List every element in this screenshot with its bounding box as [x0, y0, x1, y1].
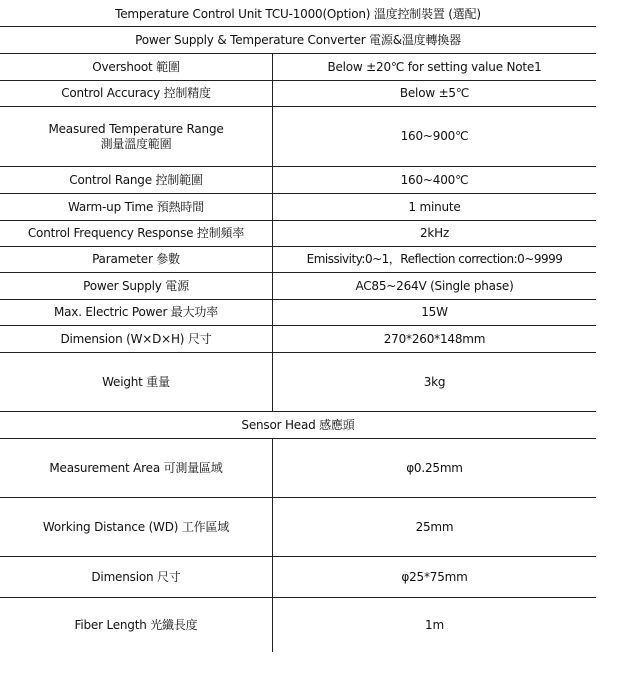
row-value: 3kg [423, 374, 446, 389]
row-label: Control Accuracy 控制精度 [61, 86, 211, 100]
row-label: Parameter 參數 [92, 252, 180, 266]
row-value: 160~900℃ [400, 129, 469, 143]
row-value: 2kHz [419, 226, 450, 240]
row-label: Power Supply 電源 [83, 278, 189, 293]
row-value: 270*260*148mm [383, 331, 486, 346]
row-label: Dimension (W×D×H) 尺寸 [60, 331, 212, 346]
row-label-line-2: 測量溫度範圍 [100, 136, 172, 151]
row-label: Dimension 尺寸 [91, 569, 181, 584]
row-value: 1m [425, 617, 444, 632]
table-title: Temperature Control Unit TCU-1000(Option) 溫度控制裝置 (選配) [115, 6, 481, 21]
row-label: Measurement Area 可測量區域 [49, 460, 223, 475]
row-label: Working Distance (WD) 工作區域 [42, 519, 230, 534]
row-value: φ25*75mm [401, 569, 468, 584]
row-label: Overshoot 範圍 [92, 59, 180, 74]
row-value: 1 minute [408, 199, 461, 214]
row-value: 15W [421, 305, 448, 319]
row-value: Below ±5℃ [399, 86, 470, 100]
row-value: Emissivity:0~1，Reflection correction:0~9999 [306, 252, 563, 266]
row-label: Max. Electric Power 最大功率 [53, 305, 218, 319]
row-label: Control Range 控制範圍 [69, 172, 203, 187]
row-value: 25mm [415, 519, 454, 534]
row-value: AC85~264V (Single phase) [355, 278, 514, 293]
row-label-multiline [0, 107, 272, 166]
row-label: Weight 重量 [102, 374, 170, 389]
row-label: Fiber Length 光纖長度 [74, 617, 198, 632]
row-value: Below ±20℃ for setting value Note1 [327, 59, 542, 74]
section-header-converter: Power Supply & Temperature Converter 電源&溫度轉換器 [135, 32, 461, 47]
row-label: Control Frequency Response 控制頻率 [27, 226, 245, 240]
row-value: 160~400℃ [400, 172, 469, 187]
row-value: φ0.25mm [406, 460, 463, 475]
row-label: Warm-up Time 預熱時間 [67, 199, 204, 214]
row-label-line-1: Measured Temperature Range [48, 121, 224, 136]
section-header-sensor: Sensor Head 感應頭 [241, 417, 355, 432]
